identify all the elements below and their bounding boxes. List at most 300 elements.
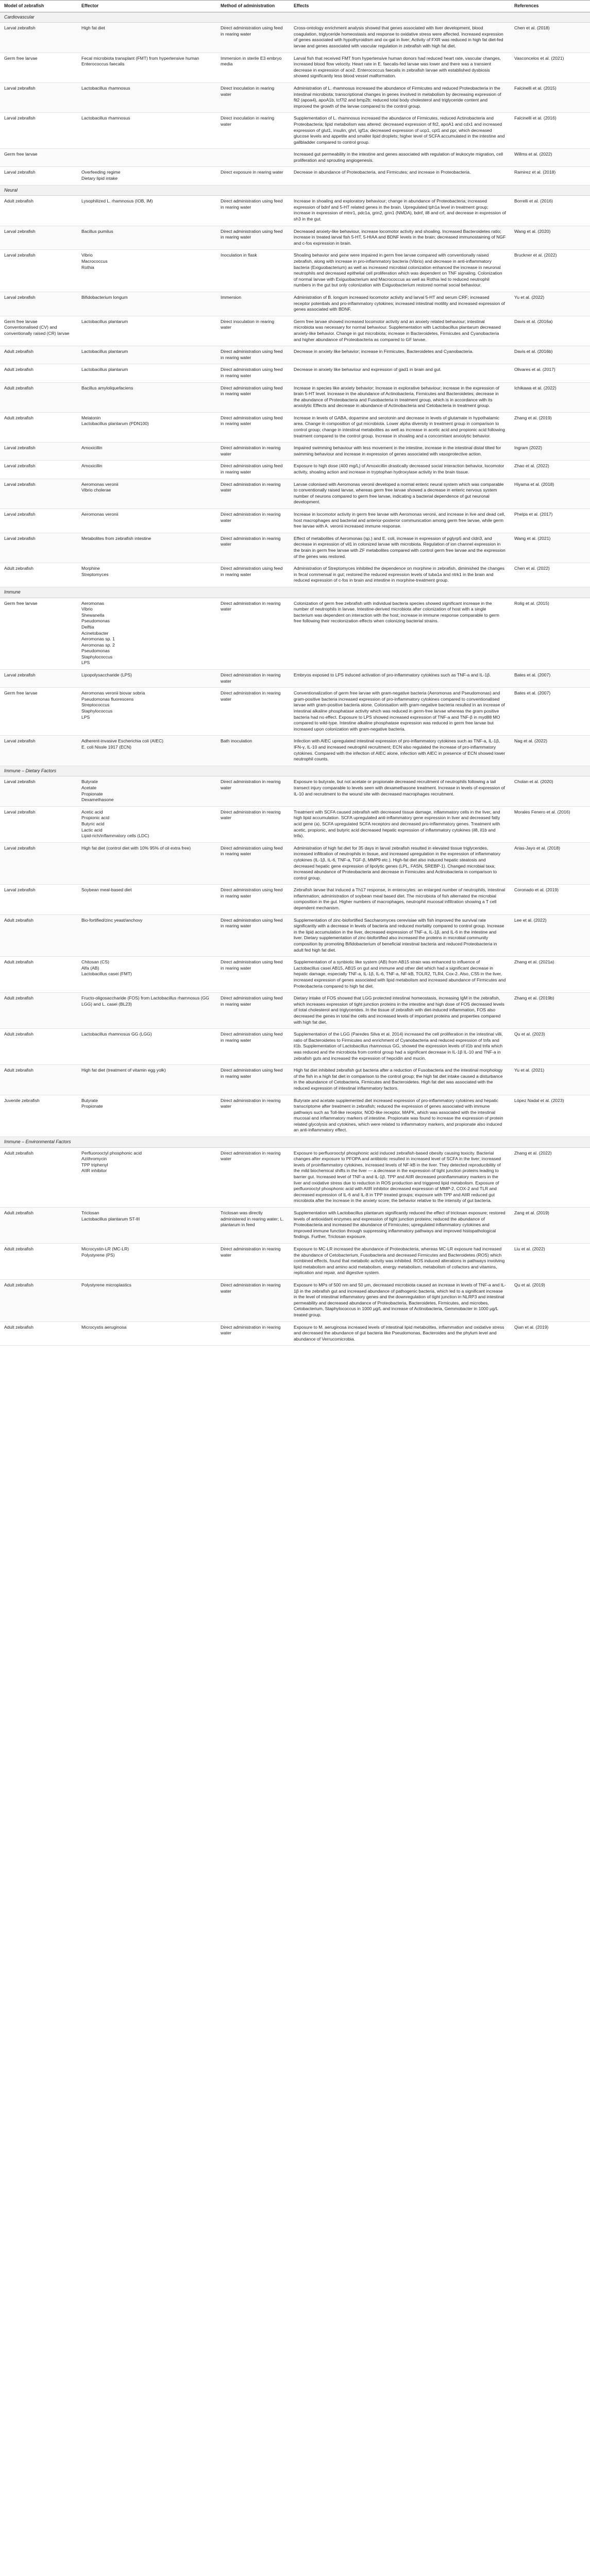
cell-model: Larval zebrafish	[0, 885, 77, 914]
cell-model: Adult zebrafish	[0, 1321, 77, 1346]
cell-reference: Zang et al. (2019)	[510, 1208, 590, 1244]
cell-effects: Decrease in anxiety like behaviour and expression of gad1 in brain and gut.	[290, 364, 510, 382]
cell-method: Direct administration in rearing water	[216, 1095, 290, 1137]
cell-reference: Zhang et al. (2019)	[510, 412, 590, 442]
cell-method: Direct administration in rearing water	[216, 1147, 290, 1207]
cell-method: Direct administration using feed in rearing water	[216, 1065, 290, 1095]
cell-model: Larval zebrafish	[0, 250, 77, 292]
cell-effector-line: LPS	[81, 660, 90, 666]
table-row	[0, 1029, 590, 1065]
cell-effector-line: Vibrio	[81, 606, 93, 612]
cell-effects: Colonization of germ free zebrafish with individual bacteria species showed significant increase in the number of neutrophils in larvae. Intestine-derived microbiota after colonization of host with a single bacterium was dependent on interaction with the host; increase in immune response comparable to germ free following their recolonization effects when colonizing bacterial strains.	[290, 598, 510, 670]
cell-effects: Dietary intake of FOS showed that LGG protected intestinal homeostasis, increasing IgM in the zebrafish, which increases expression of tight junction proteins in the intestine and high dose of FOS decreased levels of total cholesterol and triglycerides. In the tissue of zebrafish with diet-induced inflammation, FOS also decreased the genes in total the cells and increased levels of important proteins and properties compared with high fat diet.	[290, 993, 510, 1029]
cell-effector: Lactobacillus rhamnosus	[77, 82, 216, 112]
cell-effects: Supplementation of L. rhamnosus increased the abundance of Firmicutes, reduced Actinobacteria and Proteobacteria; lipid metabolism was altered: decreased expression of fit2, apoA1 and cdx1 and increased expression of glut1, insulin, ghrl, igf1a; decreased expression of ucp1, cpt1 and ppr, which decreased glucose levels and appetite and smaller lipid droplets; higher level of SCFA accumulated in the intestine and gallbladder compared to control group.	[290, 113, 510, 149]
cell-effects: Larval fish that received FMT from hypertensive human donors had reduced heart rate, vascular changes, increased blood flow velocity. Heart rate in E. faecalis-fed larvae was lower and there was a transient decrease in expression of ace2. Enterococcus faecalis in zebrafish larvae with established dysbiosis showed significantly less blood vessel malformation.	[290, 53, 510, 82]
cell-reference: Ramirez et al. (2018)	[510, 167, 590, 185]
cell-effector-line: Pseudomonas fluorescens	[81, 696, 134, 702]
cell-effector: Aeromonas veronii	[77, 509, 216, 533]
cell-effector: High fat diet	[77, 23, 216, 53]
cell-method: Direct administration using feed in rearing water	[216, 885, 290, 914]
cell-reference: Wang et al. (2020)	[510, 226, 590, 250]
cell-reference: Qu et al. (2023)	[510, 1029, 590, 1065]
cell-model: Germ free larvae	[0, 149, 77, 167]
cell-method: Inoculation in flask	[216, 250, 290, 292]
section-title: Immune – Environmental Factors	[0, 1137, 590, 1148]
cell-effector	[77, 688, 216, 736]
cell-effector: Microcystis aeruginosa	[77, 1321, 216, 1346]
cell-effects: Butyrate and acetate supplemented diet increased expression of pro-inflammatory cytokines and hepatic transcriptome after treatment in zebrafish; reduced the expression of genes associated with immune pathways such as Toll-like receptor, NOD-like receptor, MAPK, which was associated with the intestinal mucosal and inflammatory markers of intestine. Propionate was found to increase the expression of protein related glycolysis and cytokines, which were related to inflammatory markers, and propionate also induced an anti-inflammatory effect.	[290, 1095, 510, 1137]
cell-reference: Ichikawa et al. (2022)	[510, 382, 590, 412]
cell-reference: Nag et al. (2022)	[510, 736, 590, 766]
cell-effector-line: Microcystin-LR (MC-LR)	[81, 1246, 129, 1251]
cell-effector-line: Acetate	[81, 785, 97, 790]
cell-effects: Exposure to MC-LR increased the abundance of Proteobacteria, whereas MC-LR exposure had increased the abundance of Cetobacterium, Fusobacteria and decreased Firmicutes and Bacteroidetes (ROS) which combined effects, found that metabolic activity was inhibited. ROS induced alterations in pathways involving lipid metabolism and amino acid metabolism, energy metabolism, metabolism of cofactors and vitamins, replication and repair, and digestive system.	[290, 1243, 510, 1279]
cell-effects: Larvae colonised with Aeromonas veronii developed a normal enteric neural system which was comparable to conventionally raised larvae, whereas germ free larvae showed a decrease in enteric nervous system number of neurons compared to germ free larvae, indicating a bacterial dependence of gut neuronal development.	[290, 479, 510, 509]
cell-model: Larval zebrafish	[0, 82, 77, 112]
section-header	[0, 587, 590, 598]
cell-effects: Increase in shoaling and exploratory behaviour; change in abundance of Proteobacteria; increased expression of bdnf and 5-HT related genes in the brain. Upregulated tph1a level in treatment group; increase in expression of mtnr1, pdc1a, grin2, grin1 (NMDA), bdnf, il8 and crf, and decrease in expression of sh3 in the gut.	[290, 196, 510, 226]
cell-method: Direct administration using feed in rearing water	[216, 364, 290, 382]
cell-reference: Davis et al. (2016a)	[510, 316, 590, 346]
table-row	[0, 461, 590, 479]
cell-method: Immersion in sterile E3 embryo media	[216, 53, 290, 82]
cell-method: Direct administration using feed in rearing water	[216, 842, 290, 885]
cell-effector	[77, 250, 216, 292]
cell-effector-line: E. coli Nissle 1917 (ECN)	[81, 744, 131, 750]
table-row	[0, 598, 590, 670]
cell-effector-line: Alfa (AB)	[81, 965, 99, 971]
cell-effector: Fructo-oligosaccharide (FOS) from Lactobacillus rhamnosus (GG LGG) and L. casei (BL23)	[77, 993, 216, 1029]
cell-effects: Impaired swimming behaviour with less movement in the intestine, increase in the intestinal distal tilted for swimming behaviour and increase in expression of genes associated with vasoprotective action.	[290, 443, 510, 461]
cell-effects: Administration of B. longum increased locomotor activity and larval 5-HT and serum CRF; increased receptor potentials and pro-inflammatory cytokines; increased intestinal motility and increased expression of genes associated with BDNF.	[290, 292, 510, 316]
cell-effects: Increase in levels of GABA, dopamine and serotonin and decrease in levels of glutamate in hypothalamic area. Change in composition of gut microbiota. Lower alpha diversity in treatment group in comparison to control group; change in intestinal metabolites as well as increase in acetic acid and propionic acid following treatment compared to the control group. Increase in shoaling and a concomitant anxiolytic behavior.	[290, 412, 510, 442]
cell-effects: Administration of L. rhamnosus increased the abundance of Firmicutes and reduced Proteobacteria in the intestinal microbiota; transcriptional changes in genes involved in metabolism by decreasing expression of fit2 (apoa4), apoA1b, tcf7l2 and bmp2b; reduced total body cholesterol and triglyceride content and improved the growth of the larvae compared to the control group.	[290, 82, 510, 112]
cell-effector: Polystyrene microplastics	[77, 1279, 216, 1321]
cell-reference: Bates et al. (2007)	[510, 688, 590, 736]
cell-method: Direct administration in rearing water	[216, 443, 290, 461]
header-references: References	[510, 1, 590, 12]
cell-effector: Bacillus pumilus	[77, 226, 216, 250]
header-effector: Effector	[77, 1, 216, 12]
cell-effector	[77, 776, 216, 806]
cell-effector: Lactobacillus plantarum	[77, 346, 216, 364]
cell-effector: Lactobacillus rhamnosus	[77, 113, 216, 149]
cell-method: Direct administration using feed in rearing water	[216, 993, 290, 1029]
cell-method: Direct administration using feed in rearing water	[216, 957, 290, 993]
cell-model: Germ free larvae	[0, 53, 77, 82]
cell-effects: Germ free larvae showed increased locomotor activity and an anxiety related behaviour; intestinal microbiota was necessary for normal behaviour. Supplementation with Lactobacillus plantarum decreased anxiety-like behavior. Change in gut microbiota; increase in Bacteroidetes, Firmicutes and Cyanobacteria and higher abundance of Proteobacteria as compared to GF larvae.	[290, 316, 510, 346]
cell-model: Larval zebrafish	[0, 23, 77, 53]
section-title: Immune – Dietary Factors	[0, 766, 590, 776]
cell-effector-line: AIIR inhibitor	[81, 1168, 107, 1174]
cell-model: Adult zebrafish	[0, 382, 77, 412]
cell-reference: Arias-Jayo et al. (2018)	[510, 842, 590, 885]
cell-method: Direct administration in rearing water	[216, 598, 290, 670]
cell-effector: High fat diet (control diet with 10% 95% of oil extra free)	[77, 842, 216, 885]
cell-effects: Cross-ontology enrichment analysis showed that genes associated with liver development, blood coagulation, triglyceride homeostasis and response to oxidative stress were affected. Increased expression of genes associated with hypothyroidism and ox-gal in liver; Activity of FXR was reduced in high fat diet-fed larvae and genes associated with vascular regulation in zebrafish with high fat diet.	[290, 23, 510, 53]
cell-effects: Exposure to perfluorooctyl phosphonic acid induced zebrafish-based obesity causing toxicity. Bacterial changes after exposure to PFOPA and antibiotic resulted in increased level of SCFA in the liver; increased levels of proinflammatory cytokines, increased levels of NF-kB in the liver. They detected reproducibility of the mild biochemical shifts in the liver — a decrease in the expression of tight junction proteins leading to barrier gut. Increased level of TNF-a and IL-1β. TPP and AIIR decreased proinflammatory markers in the liver and oxidative stress due to reduction in ROS production and triggered lipid metabolism. Exposure of perfluorooctyl phosphonic acid with AIIR inhibitor decreased expression of MMP-2, COX-2 and TLR and decreased expression of IL-6 and IL-8 in TPP treated groups; exposure with TPP and AIIR reduced gut microbiota after the increase in the anxiety score; the behavior relative to the intensity of gut bacteria.	[290, 1147, 510, 1207]
cell-reference: Willms et al. (2022)	[510, 149, 590, 167]
cell-method: Triclosan was directly administered in rearing water; L. plantarum in feed	[216, 1208, 290, 1244]
cell-model: Larval zebrafish	[0, 113, 77, 149]
section-header	[0, 185, 590, 196]
table-row	[0, 113, 590, 149]
table-row	[0, 509, 590, 533]
cell-effector-line: Polystyrene (PS)	[81, 1252, 115, 1258]
table-row	[0, 688, 590, 736]
cell-method: Direct administration in rearing water	[216, 670, 290, 688]
cell-effects: Increase in locomotor activity in germ free larvae with Aeromonas veronii, and increase in live and dead cell, host macrophages and bacterial and anterior-posterior communication among germ free larvae, while germ free larvae with A. veronii increased immune response.	[290, 509, 510, 533]
cell-effector-line: Perfluorooctyl phosphonic acid	[81, 1150, 142, 1156]
cell-effects: Treatment with SCFA caused zebrafish with decreased tissue damage, inflammatory cells in the liver, and high lipid accumulation. SCFA upregulated anti-inflammatory gene expression in liver and decreased fatty acid gene (a), SCFA upregulated SCFA receptors and decreased pro-inflammatory genes. Treatment with acetic, propionic, and butyric acid decreased hepatic expression of inflammatory cytokines (il8, il1b and tnfa).	[290, 806, 510, 842]
table-row	[0, 149, 590, 167]
cell-method: Direct administration in rearing water	[216, 1243, 290, 1279]
cell-reference: Falcinelli et al. (2016)	[510, 113, 590, 149]
cell-effects: Decrease in abundance of Proteobacteria, and Firmicutes; and increase in Proteobacteria.	[290, 167, 510, 185]
cell-model: Adult zebrafish	[0, 563, 77, 587]
cell-effector: Amoxicillin	[77, 443, 216, 461]
cell-effector	[77, 1095, 216, 1137]
cell-effector	[77, 1147, 216, 1207]
cell-effector-line: Butyric acid	[81, 821, 105, 826]
cell-reference: Liu et al. (2022)	[510, 1243, 590, 1279]
cell-reference: Phelps et al. (2017)	[510, 509, 590, 533]
table-body	[0, 12, 590, 1346]
table-row	[0, 1095, 590, 1137]
table-row	[0, 957, 590, 993]
cell-effects: Increased gut permeability in the intestine and genes associated with regulation of leukocyte migration, cell proliferation and sprouting angiogenesis.	[290, 149, 510, 167]
cell-reference: Ingram (2022)	[510, 443, 590, 461]
cell-reference: Olivares et al. (2017)	[510, 364, 590, 382]
section-title: Cardiovascular	[0, 12, 590, 23]
table-row	[0, 412, 590, 442]
cell-effector: Bacillus amyloliquefaciens	[77, 382, 216, 412]
cell-effector-line: Aeromonas veronii	[81, 481, 119, 487]
cell-effects: Supplementation with Lactobacillus plantarum significantly reduced the effect of triclosan exposure; restored levels of antioxidant enzymes and expression of tight junction proteins; reduced the abundance of Proteobacteria and increased the abundance of Firmicutes; upregulated inflammatory cytokines and improved immune function through suppressing inflammatory pathways and improved histopathological findings. Further, Triclosan exposure.	[290, 1208, 510, 1244]
cell-reference: Zhao et al. (2022)	[510, 461, 590, 479]
cell-method: Direct exposure in rearing water	[216, 167, 290, 185]
cell-effector-line: Butyrate	[81, 779, 98, 785]
cell-effector-line: Propionic acid	[81, 815, 109, 821]
table-row	[0, 364, 590, 382]
cell-model: Larval zebrafish	[0, 736, 77, 766]
cell-effector: Lipopolysaccharide (LPS)	[77, 670, 216, 688]
cell-reference: Borrelli et al. (2016)	[510, 196, 590, 226]
cell-model: Larval zebrafish	[0, 842, 77, 885]
cell-model: Adult zebrafish	[0, 957, 77, 993]
cell-reference: Morales Fenero et al. (2016)	[510, 806, 590, 842]
cell-effector-line: Staphylococcus	[81, 654, 113, 659]
header-effects: Effects	[290, 1, 510, 12]
cell-reference: Bates et al. (2007)	[510, 670, 590, 688]
cell-effector: Metabolites from zebrafish intestine	[77, 533, 216, 563]
cell-method: Direct administration in rearing water	[216, 776, 290, 806]
cell-effector-line: Rothia	[81, 264, 94, 270]
cell-model: Larval zebrafish	[0, 292, 77, 316]
section-header	[0, 766, 590, 776]
cell-effector	[77, 412, 216, 442]
cell-effects: High fat diet inhibited zebrafish gut bacteria after a reduction of Fusobacteria and the intestinal morphology of the fish in a high fat diet in comparison to the control group; the high fat diet intake caused a disturbance in the abundance of Cetobacteria, Firmicutes and Bacteroidetes. High fat diet was associated with the reduced expression of intestinal inflammatory factors.	[290, 1065, 510, 1095]
cell-reference: Davis et al. (2016b)	[510, 346, 590, 364]
cell-method: Direct administration in rearing water	[216, 806, 290, 842]
table-row	[0, 382, 590, 412]
table-row	[0, 479, 590, 509]
cell-method: Direct administration using feed in rearing water	[216, 382, 290, 412]
table-row	[0, 1065, 590, 1095]
table-row	[0, 563, 590, 587]
table-row	[0, 776, 590, 806]
table-header-row	[0, 1, 590, 12]
cell-effector: Lactobacillus plantarum	[77, 316, 216, 346]
cell-effects: Zebrafish larvae that induced a Th17 response, in enterocytes: an enlarged number of neutrophils, intestinal inflammation; administration of soybean meal based diet. The microbiota of fish alternated the microbial composition in the gut. Higher numbers of macrophages, neutrophil mucosal infiltration showing a T cell dependent mechanism.	[290, 885, 510, 914]
cell-effects: Exposure to butyrate, but not acetate or propionate decreased recruitment of neutrophils following a tail transect injury comparable to levels seen with dexamethasone treatment. Increase in levels of expression of IL-10 and recruitment to the wound site with decreased macrophages recruitment.	[290, 776, 510, 806]
cell-method: Bath inoculation	[216, 736, 290, 766]
cell-reference: Wang et al. (2021)	[510, 533, 590, 563]
cell-effector: Soybean meal-based diet	[77, 885, 216, 914]
cell-model: Adult zebrafish	[0, 412, 77, 442]
cell-effector: High fat diet (treatment of vitamin egg yolk)	[77, 1065, 216, 1095]
cell-effector-line: LPS	[81, 714, 90, 720]
cell-model: Adult zebrafish	[0, 1147, 77, 1207]
cell-effector-line: Adherent-invasive Escherichia coli (AIEC)	[81, 738, 164, 744]
cell-method	[216, 149, 290, 167]
cell-reference: Yu et al. (2022)	[510, 292, 590, 316]
table-row	[0, 316, 590, 346]
cell-reference: Qu et al. (2019)	[510, 1279, 590, 1321]
cell-effector-line: Azithromycin	[81, 1156, 107, 1162]
cell-reference: Zhang et al. (2022)	[510, 1147, 590, 1207]
cell-reference: Yu et al. (2021)	[510, 1065, 590, 1095]
cell-effector	[77, 167, 216, 185]
cell-reference: Falcinelli et al. (2015)	[510, 82, 590, 112]
cell-effector-line: Propionate	[81, 791, 103, 796]
table-row	[0, 914, 590, 957]
header-method: Method of administration	[216, 1, 290, 12]
cell-reference: Rolig et al. (2015)	[510, 598, 590, 670]
cell-effector	[77, 149, 216, 167]
cell-effector-line: Lactic acid	[81, 827, 103, 833]
cell-effects: Supplementation of the LGG (Paredes Silva et al. 2014) increased the cell proliferation in the intestinal villi, ratio of Bacteroidetes to Firmicutes and enrichment of Cyanobacteria and reduced expression of tnfa and il1b. Supplementation of Lactobacillus rhamnosus GG, showed the expression levels of il1b and tnfa which was reduced and the microbiota from control group had a significant decrease in IL-1β IL-10 and TNF-a in zebrafish guts and increased the expression of hepcidin and mucin.	[290, 1029, 510, 1065]
section-title: Neural	[0, 185, 590, 196]
cell-reference: Chen et al. (2018)	[510, 23, 590, 53]
cell-reference: Lee et al. (2022)	[510, 914, 590, 957]
table-row	[0, 1279, 590, 1321]
cell-method: Direct administration using feed in rearing water	[216, 226, 290, 250]
cell-effector	[77, 957, 216, 993]
cell-method: Direct administration in rearing water	[216, 509, 290, 533]
cell-method: Direct administration in rearing water	[216, 1279, 290, 1321]
cell-model: Adult zebrafish	[0, 993, 77, 1029]
cell-model: Larval zebrafish	[0, 776, 77, 806]
cell-effects: Decreased anxiety-like behaviour, increase locomotor activity and shoaling. Increased Bacteroidetes ratio; increase in treated larval fish 5-HT, 5-HIAA and BDNF levels in the brain; decreased immunostaining of NGF and c-fos expression in brain.	[290, 226, 510, 250]
cell-effects: Embryos exposed to LPS induced activation of pro-inflammatory cytokines such as TNF-a and IL-1β.	[290, 670, 510, 688]
cell-model: Larval zebrafish	[0, 443, 77, 461]
cell-effects: Increase in species like anxiety behavior; Increase in explorative behaviour; increase in the expression of brain 5-HT level. Increase in the abundance of Actinobacteria, Firmicutes and Bacteroidetes; decrease in the abundance of Proteobacteria and Fusobacteria in treatment group, which is in accordance with its anxiolytic Effects and decrease in abundance of Actinobacteria and Cetobacteria in treatment group.	[290, 382, 510, 412]
cell-model: Larval zebrafish	[0, 806, 77, 842]
cell-reference: Qian et al. (2019)	[510, 1321, 590, 1346]
table-row	[0, 1321, 590, 1346]
cell-effector-line: Dexamethasone	[81, 797, 114, 803]
cell-effector-line: Enterococcus faecalis	[81, 61, 125, 67]
cell-model: Adult zebrafish	[0, 196, 77, 226]
table-row	[0, 806, 590, 842]
cell-method: Direct administration using feed in rearing water	[216, 346, 290, 364]
table-row	[0, 250, 590, 292]
cell-effector-line: Streptococcus	[81, 702, 110, 708]
table-row	[0, 167, 590, 185]
section-header	[0, 12, 590, 23]
cell-reference: Chen et al. (2022)	[510, 563, 590, 587]
cell-model: Adult zebrafish	[0, 1279, 77, 1321]
cell-effector: Amoxicillin	[77, 461, 216, 479]
cell-effector	[77, 736, 216, 766]
cell-effector-line: Pseudomonas	[81, 618, 110, 624]
cell-effector-line: Lactobacillus casei (FMT)	[81, 971, 132, 977]
cell-model: Larval zebrafish	[0, 167, 77, 185]
cell-effector-line: Lactobacillus plantarum ST-III	[81, 1216, 140, 1222]
cell-model: Adult zebrafish	[0, 346, 77, 364]
cell-model: Adult zebrafish	[0, 1065, 77, 1095]
cell-method: Direct administration in rearing water	[216, 479, 290, 509]
cell-reference: Coronado et al. (2019)	[510, 885, 590, 914]
table-row	[0, 443, 590, 461]
cell-effector-line: Shewanella	[81, 612, 105, 618]
cell-effector: Lysophilized L. rhamnosus (IOB, IM)	[77, 196, 216, 226]
cell-reference: Zhang et al. (2019b)	[510, 993, 590, 1029]
cell-method: Direct administration using feed in rearing water	[216, 914, 290, 957]
cell-model-line: Conventionalised (CV) and conventionally raised (CR) larvae	[4, 325, 70, 336]
cell-effector-line: Staphylococcus	[81, 708, 113, 714]
table-row	[0, 53, 590, 82]
cell-effector-line: Delftia	[81, 624, 94, 630]
cell-reference: Hiyama et al. (2018)	[510, 479, 590, 509]
table-row	[0, 23, 590, 53]
cell-effector-line: Aeromonas veronii biovar sobria	[81, 690, 145, 696]
cell-effector	[77, 806, 216, 842]
cell-effector-line: Melatonin	[81, 415, 101, 420]
cell-effects: Administration of high fat diet for 35 days in larval zebrafish resulted in elevated tissue triglycerides, increased infiltration of neutrophils in tissue, and increased upregulation in the expression of inflammatory cytokines (IL-1β, IL-6, TNF-a, TGF-β, MMP9 etc.). High-fat diet also induced hepatic steatosis and decreased hepatic gene expression of lipolytic genes (LPL, FASN, SREBP-1). Changed microbial taxa; increased abundance of Proteobacteria and decrease in Firmicutes and Actinobacteria in comparison to control group.	[290, 842, 510, 885]
cell-effector-line: Dietary lipid intake	[81, 176, 118, 181]
cell-model: Adult zebrafish	[0, 364, 77, 382]
cell-model: Germ free larvae	[0, 688, 77, 736]
cell-effector: Bio-fortified/zinc yeast/anchovy	[77, 914, 216, 957]
cell-effector-line: Lipid-rich/inflammatory cells (LDC)	[81, 833, 149, 839]
cell-effects: Shoaling behavior and gene were impaired in germ free larvae compared with conventionally raised zebrafish, along with increase in pro-inflammatory bacteria (Vibrio) and decrease in anti-inflammatory bacteria (Exiguobacterium) as well as increased microbial colonization enhanced the increase in neuronal neutrophils and decreased epithelial cell proliferation which was dependent on TNF signaling. Colonization of normal larvae with Exiguobacterium and Macrococcus as well as Rothia led to reduced neutrophil numbers in the gut but only colonization with Exiguobacterium restored normal social behaviour.	[290, 250, 510, 292]
cell-effects: Supplementation of a synbiotic like system (AB) from AB15 strain was enhanced to influence of Lactobacillus casei AB15, AB15 on gut and immune and other diet which had a significant decrease in hepatic damage, especially TNF-a, IL-1β, IL-6, TNF-a, NF-kB, TOLR2, TLR4, Cox-2. Also, CS5 in the liver, increased expression of genes associated with lipid metabolism and increased abundance of Firmicutes and Proteobacteria compared to high fat diet.	[290, 957, 510, 993]
cell-effector-line: Propionate	[81, 1104, 103, 1109]
cell-method: Direct administration using feed in rearing water	[216, 23, 290, 53]
cell-method: Direct inoculation in rearing water	[216, 82, 290, 112]
cell-effector	[77, 53, 216, 82]
cell-effector-line: Fecal microbiota transplant (FMT) from hypertensive human	[81, 55, 199, 61]
cell-effector-line: Aeromonas sp. 1	[81, 636, 115, 642]
cell-method: Direct administration in rearing water	[216, 1321, 290, 1346]
table-row	[0, 533, 590, 563]
cell-effects: Decrease in anxiety like behavior; increase in Firmicutes, Bacteroidetes and Cyanobacteria.	[290, 346, 510, 364]
cell-effects: Exposure to MPs of 500 nm and 50 μm, decreased microbiota caused an increase in levels of TNF-a and IL-1β in the zebrafish gut and increased abundance of pathogenic bacteria, which led to a significant increase in the level of intestinal inflammatory genes and the downregulation of tight junction in NLRP3 and intestinal permeability and decreased abundance of Proteobacteria, Bacteroidetes, Firmicutes, and microbes, Cetobacterium, Staphylococcus in 1000 μg/L and increase of Actinobacteria, Gemmobacter in 1000 μg/L treated group.	[290, 1279, 510, 1321]
cell-model: Larval zebrafish	[0, 479, 77, 509]
cell-effector-line: Butyrate	[81, 1097, 98, 1103]
cell-method: Direct inoculation in rearing water	[216, 316, 290, 346]
section-title: Immune	[0, 587, 590, 598]
cell-reference: Bruckner et al. (2022)	[510, 250, 590, 292]
cell-effector: Lactobacillus plantarum	[77, 364, 216, 382]
cell-effector	[77, 1208, 216, 1244]
cell-model: Larval zebrafish	[0, 670, 77, 688]
cell-effector-line: Streptomyces	[81, 571, 109, 577]
cell-effector	[77, 598, 216, 670]
cell-effects: Administration of Streptomyces inhibited the dependence on morphine in zebrafish, diminished the changes in fecal commensal in gut; restored the reduced expression levels of tuba1a and ntrk1 in the brain and reduced expression of c-fos in brain and intestine in morphine-treatment group.	[290, 563, 510, 587]
cell-model: Larval zebrafish	[0, 509, 77, 533]
cell-model: Larval zebrafish	[0, 226, 77, 250]
cell-effects: Effect of metabolites of Aeromonas (sp.) and E. coli, increase in expression of pglyrp5 and cldn3, and decrease in expression of vil1 in colonized larvae with microbiota. Regulation of ion channel expression in the brain in germ free larvae with ZF metabolites compared with control germ free larvae and the expression of the genes was restored.	[290, 533, 510, 563]
cell-model: Adult zebrafish	[0, 1243, 77, 1279]
cell-effector-line: Aeromonas sp. 2	[81, 642, 115, 648]
cell-model	[0, 316, 77, 346]
table-row	[0, 1147, 590, 1207]
cell-effector-line: Lactobacillus plantarum (PDN100)	[81, 421, 149, 427]
cell-method: Immersion	[216, 292, 290, 316]
cell-model: Juvenile zebrafish	[0, 1095, 77, 1137]
cell-model: Larval zebrafish	[0, 533, 77, 563]
cell-method: Direct administration using feed in rearing water	[216, 196, 290, 226]
table-row	[0, 82, 590, 112]
table-row	[0, 1208, 590, 1244]
table-row	[0, 670, 590, 688]
table-row	[0, 736, 590, 766]
cell-model: Adult zebrafish	[0, 914, 77, 957]
cell-effector-line: TPP triphenyl	[81, 1162, 108, 1167]
cell-method: Direct administration using feed in rearing water	[216, 461, 290, 479]
cell-effector	[77, 1243, 216, 1279]
cell-effector-line: Aeromonas	[81, 600, 104, 606]
cell-effector-line: Vibrio	[81, 252, 93, 258]
cell-effector: Lactobacillus rhamnosus GG (LGG)	[77, 1029, 216, 1065]
cell-reference: Vasconcelos et al. (2021)	[510, 53, 590, 82]
cell-effects: Exposure to high dose (400 mg/L) of Amoxicillin drastically decreased social interaction behavior, locomotor activity, shoaling action and increase in tryptophan hydroxylase activity in the brain tissue.	[290, 461, 510, 479]
cell-model: Germ free larvae	[0, 598, 77, 670]
cell-reference: Cholan et al. (2020)	[510, 776, 590, 806]
cell-effector-line: Triclosan	[81, 1210, 99, 1215]
cell-effector-line: Chitosan (CS)	[81, 959, 109, 965]
header-model: Model of zebrafish	[0, 1, 77, 12]
cell-effects: Conventionalization of germ free larvae with gram-negative bacteria (Aeromonas and Pseudomonas) and gram-positive bacteria increased expression of pro-inflammatory cytokines compared to conventionalised larvae with gram-positive bacteria alone. Colonisation with gram-negative bacteria resulted in an increase of intestinal alkaline phosphatase activity which was reduced in germ-free larvae whereas the gram positive bacteria had no effect. Exposure to LPS showed increased expression of TNF-a and TNF-β in myd88 MO compared to wild-type. Intestine alkaline phosphatase expression was reduced in germ free larvae but increased upon colonization with gram-negative bacteria.	[290, 688, 510, 736]
cell-method: Direct administration using feed in rearing water	[216, 412, 290, 442]
section-header	[0, 1137, 590, 1148]
cell-effector-line: Morphine	[81, 566, 100, 571]
cell-effector-line: Acetic acid	[81, 809, 103, 815]
table-row	[0, 292, 590, 316]
cell-reference: Zhang et al. (2021a)	[510, 957, 590, 993]
table-row	[0, 1243, 590, 1279]
cell-effector-line: Pseudomonas	[81, 648, 110, 654]
table-row	[0, 885, 590, 914]
cell-effects: Infection with AIEC upregulated intestinal expression of pro-inflammatory cytokines such as TNF-a, IL-1β, IFN-γ, IL-10 and increased neutrophil recruitment; ECN also regulated the increase of pro-inflammatory cytokines. Compared with the infection of AIEC alone, infection with AIEC in presence of ECN showed lower neutrophil counts.	[290, 736, 510, 766]
cell-model: Larval zebrafish	[0, 461, 77, 479]
cell-model: Adult zebrafish	[0, 1208, 77, 1244]
cell-method: Direct administration in rearing water	[216, 533, 290, 563]
cell-method: Direct inoculation in rearing water	[216, 113, 290, 149]
cell-effector	[77, 479, 216, 509]
cell-method: Direct administration using feed in rearing water	[216, 1029, 290, 1065]
table-row	[0, 196, 590, 226]
table-row	[0, 226, 590, 250]
cell-effector-line: Overfeeding regime	[81, 170, 121, 175]
cell-model: Adult zebrafish	[0, 1029, 77, 1065]
cell-effector	[77, 563, 216, 587]
table-row	[0, 346, 590, 364]
